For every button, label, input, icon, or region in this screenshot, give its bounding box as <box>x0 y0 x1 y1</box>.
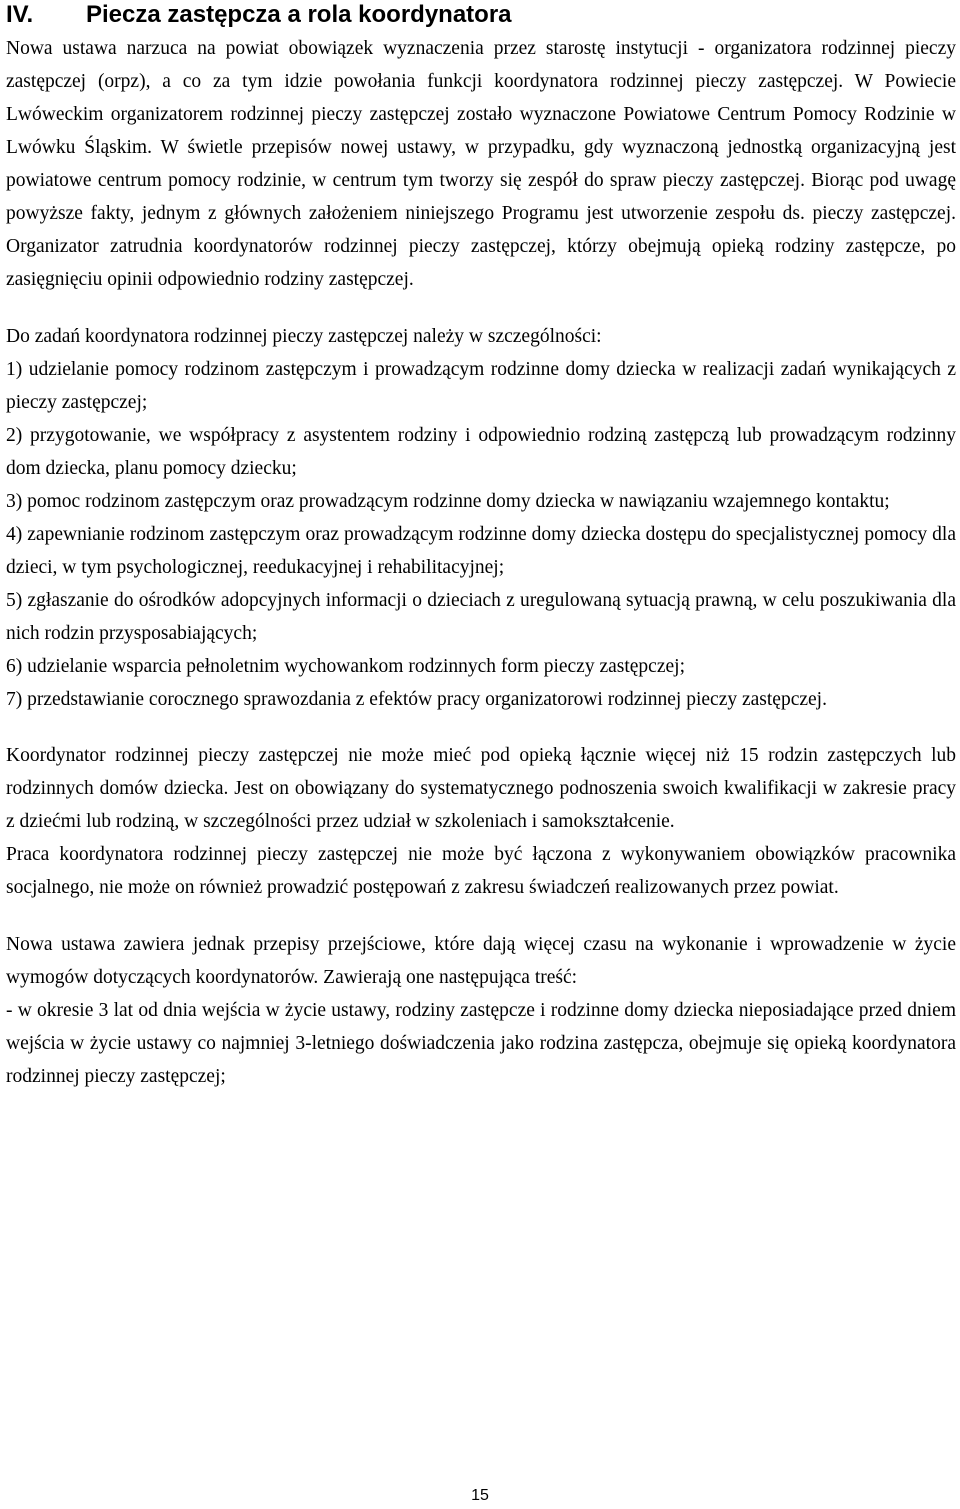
section-heading <box>6 0 956 32</box>
page-number: 15 <box>471 1487 489 1504</box>
intro-paragraph: Nowa ustawa narzuca na powiat obowiązek wyznaczenia przez starostę instytucji - organizatora rodzinnej pieczy zastępczej (orpz), a co za tym idzie powołania funkcji koordynatora rodzinnej pieczy zastępczej. W Powiecie Lwóweckim organizatorem rodzinnej pieczy zastępczej zostało wyznaczone Powiatowe Centrum Pomocy Rodzinie w Lwówku Śląskim. W świetle przepisów nowej ustawy, w przypadku, gdy wyznaczoną jednostką organizacyjną jest powiatowe centrum pomocy rodzinie, w centrum tym tworzy się zespół do spraw pieczy zastępczej. Biorąc pod uwagę powyższe fakty, jednym z głównych założeniem niniejszego Programu jest utworzenie zespołu ds. pieczy zastępczej. Organizator zatrudnia koordynatorów rodzinnej pieczy zastępczej, którzy obejmują opieką rodziny zastępcze, po zasięgnięciu opinii odpowiednio rodziny zastępczej. <box>6 38 956 290</box>
task-item: 5) zgłaszanie do ośrodków adopcyjnych informacji o dzieciach z uregulowaną sytuacją prawną, w celu poszukiwania dla nich rodzin przysposabiających; <box>6 590 956 644</box>
section-title: Piecza zastępcza a rola koordynatora <box>86 1 512 28</box>
task-item: 3) pomoc rodzinom zastępczym oraz prowadzącym rodzinne domy dziecka w nawiązaniu wzajemnego kontaktu; <box>6 491 890 512</box>
tasks-intro: Do zadań koordynatora rodzinnej pieczy zastępczej należy w szczególności: <box>6 326 602 347</box>
task-item: 1) udzielanie pomocy rodzinom zastępczym i prowadzącym rodzinne domy dziecka w realizacji zadań wynikających z pieczy zastępczej; <box>6 359 956 413</box>
transitional-item: - w okresie 3 lat od dnia wejścia w życie ustawy, rodziny zastępcze i rodzinne domy dziecka nieposiadające przed dniem wejścia w życie ustawy co najmniej 3-letniego doświadczenia jako rodzina zastępcza, obejmuje się opieką koordynatora rodzinnej pieczy zastępczej; <box>6 1000 956 1087</box>
restriction-paragraph: Praca koordynatora rodzinnej pieczy zastępczej nie może być łączona z wykonywaniem obowiązków pracownika socjalnego, nie może on również prowadzić postępowań z zakresu świadczeń realizowanych przez powiat. <box>6 844 956 898</box>
tasks-list <box>6 320 956 716</box>
task-item: 2) przygotowanie, we współpracy z asystentem rodziny i odpowiednio rodziną zastępczą lub prowadzącym rodzinny dom dziecka, planu pomocy dziecku; <box>6 425 956 479</box>
task-item: 4) zapewnianie rodzinom zastępczym oraz prowadzącym rodzinne domy dziecka dostępu do specjalistycznej pomocy dla dzieci, w tym psychologicznej, reedukacyjnej i rehabilitacyjnej; <box>6 524 956 578</box>
transitional-paragraph: Nowa ustawa zawiera jednak przepisy przejściowe, które dają więcej czasu na wykonanie i wprowadzenie w życie wymogów dotyczących koordynatorów. Zawierają one następująca treść: <box>6 934 956 988</box>
document-page <box>6 0 956 1093</box>
task-item: 7) przedstawianie corocznego sprawozdania z efektów pracy organizatorowi rodzinnej pieczy zastępczej. <box>6 689 827 710</box>
task-item: 6) udzielanie wsparcia pełnoletnim wychowankom rodzinnych form pieczy zastępczej; <box>6 656 685 677</box>
limit-paragraph: Koordynator rodzinnej pieczy zastępczej nie może mieć pod opieką łącznie więcej niż 15 rodzin zastępczych lub rodzinnych domów dziecka. Jest on obowiązany do systematycznego podnoszenia swoich kwalifikacji w zakresie pracy z dziećmi lub rodziną, w szczególności przez udział w szkoleniach i samokształcenie. <box>6 745 956 832</box>
section-number: IV. <box>6 1 34 28</box>
